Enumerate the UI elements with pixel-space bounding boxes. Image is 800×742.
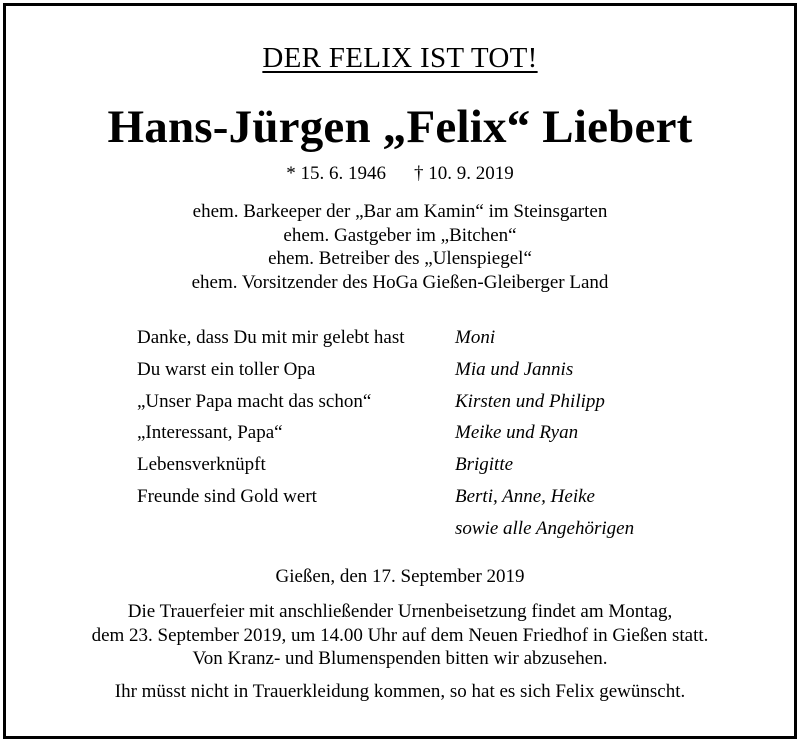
mourner-message: Freunde sind Gold wert bbox=[137, 485, 317, 507]
mourner-message: „Unser Papa macht das schon“ bbox=[137, 390, 372, 412]
mourner-message: „Interessant, Papa“ bbox=[137, 422, 283, 444]
mourner-name: Berti, Anne, Heike bbox=[455, 485, 595, 507]
headline: DER FELIX IST TOT! bbox=[262, 42, 538, 74]
mourner-name: Brigitte bbox=[455, 454, 514, 476]
service-line: dem 23. September 2019, um 14.00 Uhr auf dem Neuen Friedhof in Gießen statt. bbox=[91, 624, 709, 646]
dress-note: Ihr müsst nicht in Trauerkleidung kommen, so hat es sich Felix gewünscht. bbox=[114, 681, 686, 702]
mourner-message: Lebensverknüpft bbox=[137, 454, 266, 476]
place-date: Gießen, den 17. September 2019 bbox=[275, 566, 525, 587]
life-dates bbox=[0, 163, 800, 185]
birth-date: * 15. 6. 1946 bbox=[286, 163, 386, 184]
death-date: † 10. 9. 2019 bbox=[414, 163, 514, 184]
service-line: Die Trauerfeier mit anschließender Urnenbeisetzung findet am Montag, bbox=[127, 601, 673, 622]
service-details bbox=[0, 600, 800, 671]
roles-list bbox=[0, 200, 800, 294]
mourner-name: Meike und Ryan bbox=[455, 422, 579, 444]
service-line: Von Kranz- und Blumenspenden bitten wir abzusehen. bbox=[192, 648, 608, 669]
mourner-name: Kirsten und Philipp bbox=[455, 390, 605, 412]
mourner-message: Du warst ein toller Opa bbox=[137, 358, 316, 380]
role-line: ehem. Betreiber des „Ulenspiegel“ bbox=[268, 248, 532, 269]
role-line: ehem. Gastgeber im „Bitchen“ bbox=[283, 224, 517, 246]
mourner-message: Danke, dass Du mit mir gelebt hast bbox=[137, 327, 405, 348]
mourner-name: sowie alle Angehörigen bbox=[455, 517, 635, 539]
deceased-name: Hans-Jürgen „Felix“ Liebert bbox=[107, 101, 693, 153]
mourner-name: Mia und Jannis bbox=[455, 358, 574, 380]
role-line: ehem. Barkeeper der „Bar am Kamin“ im Steinsgarten bbox=[192, 201, 608, 222]
mourner-name: Moni bbox=[455, 327, 496, 348]
role-line: ehem. Vorsitzender des HoGa Gießen-Gleiberger Land bbox=[191, 271, 609, 293]
